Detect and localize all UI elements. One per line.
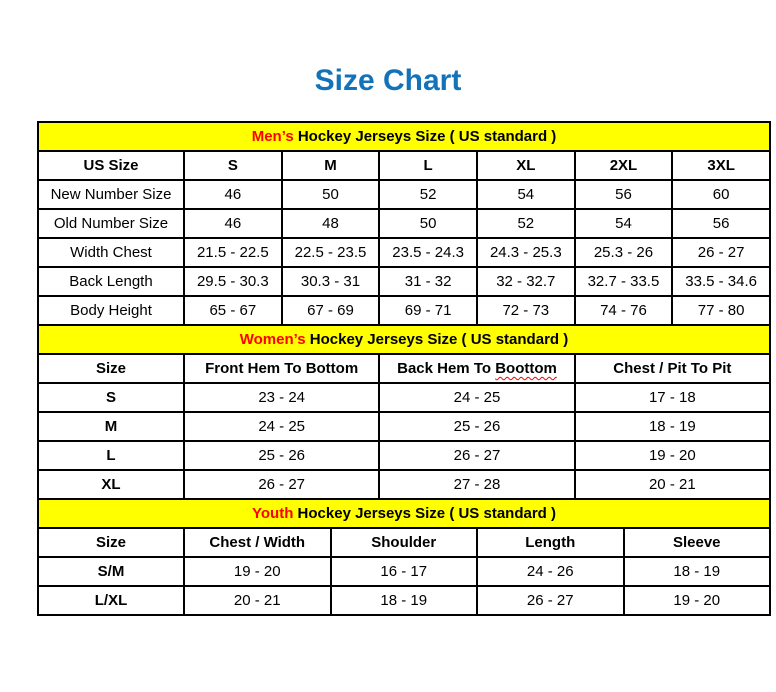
youth-size-table xyxy=(37,498,771,616)
mens-column-header: US Size xyxy=(38,151,184,180)
mens-data-cell: 29.5 - 30.3 xyxy=(184,267,282,296)
mens-column-header: M xyxy=(282,151,380,180)
mens-band-text: Hockey Jerseys Size ( US standard ) xyxy=(293,128,557,145)
mens-row-label: Old Number Size xyxy=(38,209,184,238)
mens-band-accent: Men’s xyxy=(251,128,294,145)
womens-band-accent: Women’s xyxy=(239,331,306,348)
page-title: Size Chart xyxy=(314,64,462,97)
mens-row-label: Width Chest xyxy=(38,238,184,267)
mens-column-header: 2XL xyxy=(575,151,673,180)
youth-row-label: S/M xyxy=(38,557,184,586)
mens-data-cell: 50 xyxy=(379,209,477,238)
mens-section-band xyxy=(38,122,770,151)
womens-size-table xyxy=(37,324,771,500)
mens-data-cell: 26 - 27 xyxy=(672,238,770,267)
mens-data-cell: 22.5 - 23.5 xyxy=(282,238,380,267)
youth-data-cell: 24 - 26 xyxy=(477,557,624,586)
mens-table-row xyxy=(38,296,770,325)
mens-row-label: New Number Size xyxy=(38,180,184,209)
mens-data-cell: 31 - 32 xyxy=(379,267,477,296)
womens-data-cell: 24 - 25 xyxy=(184,412,379,441)
womens-data-cell: 26 - 27 xyxy=(379,441,574,470)
mens-column-header: S xyxy=(184,151,282,180)
mens-data-cell: 56 xyxy=(575,180,673,209)
mens-row-label: Body Height xyxy=(38,296,184,325)
womens-band-text: Hockey Jerseys Size ( US standard ) xyxy=(305,331,569,348)
mens-table-row xyxy=(38,209,770,238)
youth-band-text: Hockey Jerseys Size ( US standard ) xyxy=(293,505,556,522)
mens-column-header: L xyxy=(379,151,477,180)
womens-header-row xyxy=(38,354,770,383)
womens-column-header: Size xyxy=(38,354,184,383)
mens-data-cell: 50 xyxy=(282,180,380,209)
youth-column-header: Chest / Width xyxy=(184,528,331,557)
mens-data-cell: 69 - 71 xyxy=(379,296,477,325)
youth-band-accent: Youth xyxy=(252,505,294,522)
womens-column-header: Chest / Pit To Pit xyxy=(575,354,770,383)
womens-data-cell: 24 - 25 xyxy=(379,383,574,412)
mens-data-cell: 30.3 - 31 xyxy=(282,267,380,296)
mens-data-cell: 24.3 - 25.3 xyxy=(477,238,575,267)
womens-data-cell: 26 - 27 xyxy=(184,470,379,499)
mens-data-cell: 23.5 - 24.3 xyxy=(379,238,477,267)
youth-header-row xyxy=(38,528,770,557)
womens-data-cell: 27 - 28 xyxy=(379,470,574,499)
womens-row-label: M xyxy=(38,412,184,441)
womens-data-cell: 20 - 21 xyxy=(575,470,770,499)
mens-data-cell: 52 xyxy=(379,180,477,209)
youth-column-header: Size xyxy=(38,528,184,557)
womens-table-row xyxy=(38,412,770,441)
youth-column-header: Sleeve xyxy=(624,528,771,557)
mens-data-cell: 46 xyxy=(184,180,282,209)
youth-data-cell: 18 - 19 xyxy=(624,557,771,586)
youth-data-cell: 18 - 19 xyxy=(331,586,478,615)
womens-data-cell: 17 - 18 xyxy=(575,383,770,412)
youth-data-cell: 19 - 20 xyxy=(184,557,331,586)
size-tables xyxy=(37,121,771,616)
mens-column-header: 3XL xyxy=(672,151,770,180)
womens-row-label: S xyxy=(38,383,184,412)
mens-data-cell: 77 - 80 xyxy=(672,296,770,325)
mens-table-row xyxy=(38,238,770,267)
mens-table-row xyxy=(38,180,770,209)
youth-data-cell: 16 - 17 xyxy=(331,557,478,586)
mens-header-row xyxy=(38,151,770,180)
mens-data-cell: 67 - 69 xyxy=(282,296,380,325)
mens-data-cell: 32.7 - 33.5 xyxy=(575,267,673,296)
youth-row-label: L/XL xyxy=(38,586,184,615)
youth-table-row xyxy=(38,586,770,615)
womens-data-cell: 23 - 24 xyxy=(184,383,379,412)
mens-data-cell: 56 xyxy=(672,209,770,238)
womens-row-label: XL xyxy=(38,470,184,499)
mens-data-cell: 72 - 73 xyxy=(477,296,575,325)
womens-data-cell: 25 - 26 xyxy=(184,441,379,470)
womens-table-row xyxy=(38,470,770,499)
mens-data-cell: 54 xyxy=(575,209,673,238)
womens-table-row xyxy=(38,441,770,470)
mens-data-cell: 21.5 - 22.5 xyxy=(184,238,282,267)
mens-data-cell: 33.5 - 34.6 xyxy=(672,267,770,296)
womens-column-header: Front Hem To Bottom xyxy=(184,354,379,383)
misspelled-word: Boottom xyxy=(495,360,557,377)
mens-data-cell: 65 - 67 xyxy=(184,296,282,325)
womens-data-cell: 25 - 26 xyxy=(379,412,574,441)
mens-data-cell: 54 xyxy=(477,180,575,209)
mens-column-header: XL xyxy=(477,151,575,180)
youth-column-header: Length xyxy=(477,528,624,557)
womens-data-cell: 19 - 20 xyxy=(575,441,770,470)
womens-data-cell: 18 - 19 xyxy=(575,412,770,441)
womens-column-header: Back Hem To Boottom xyxy=(379,354,574,383)
mens-data-cell: 60 xyxy=(672,180,770,209)
youth-data-cell: 19 - 20 xyxy=(624,586,771,615)
mens-data-cell: 46 xyxy=(184,209,282,238)
youth-data-cell: 26 - 27 xyxy=(477,586,624,615)
youth-table-row xyxy=(38,557,770,586)
womens-row-label: L xyxy=(38,441,184,470)
womens-table-row xyxy=(38,383,770,412)
womens-section-band xyxy=(38,325,770,354)
mens-row-label: Back Length xyxy=(38,267,184,296)
youth-section-band xyxy=(38,499,770,528)
mens-data-cell: 32 - 32.7 xyxy=(477,267,575,296)
mens-data-cell: 25.3 - 26 xyxy=(575,238,673,267)
mens-data-cell: 74 - 76 xyxy=(575,296,673,325)
mens-size-table xyxy=(37,121,771,326)
youth-data-cell: 20 - 21 xyxy=(184,586,331,615)
mens-data-cell: 52 xyxy=(477,209,575,238)
mens-data-cell: 48 xyxy=(282,209,380,238)
youth-column-header: Shoulder xyxy=(331,528,478,557)
mens-table-row xyxy=(38,267,770,296)
